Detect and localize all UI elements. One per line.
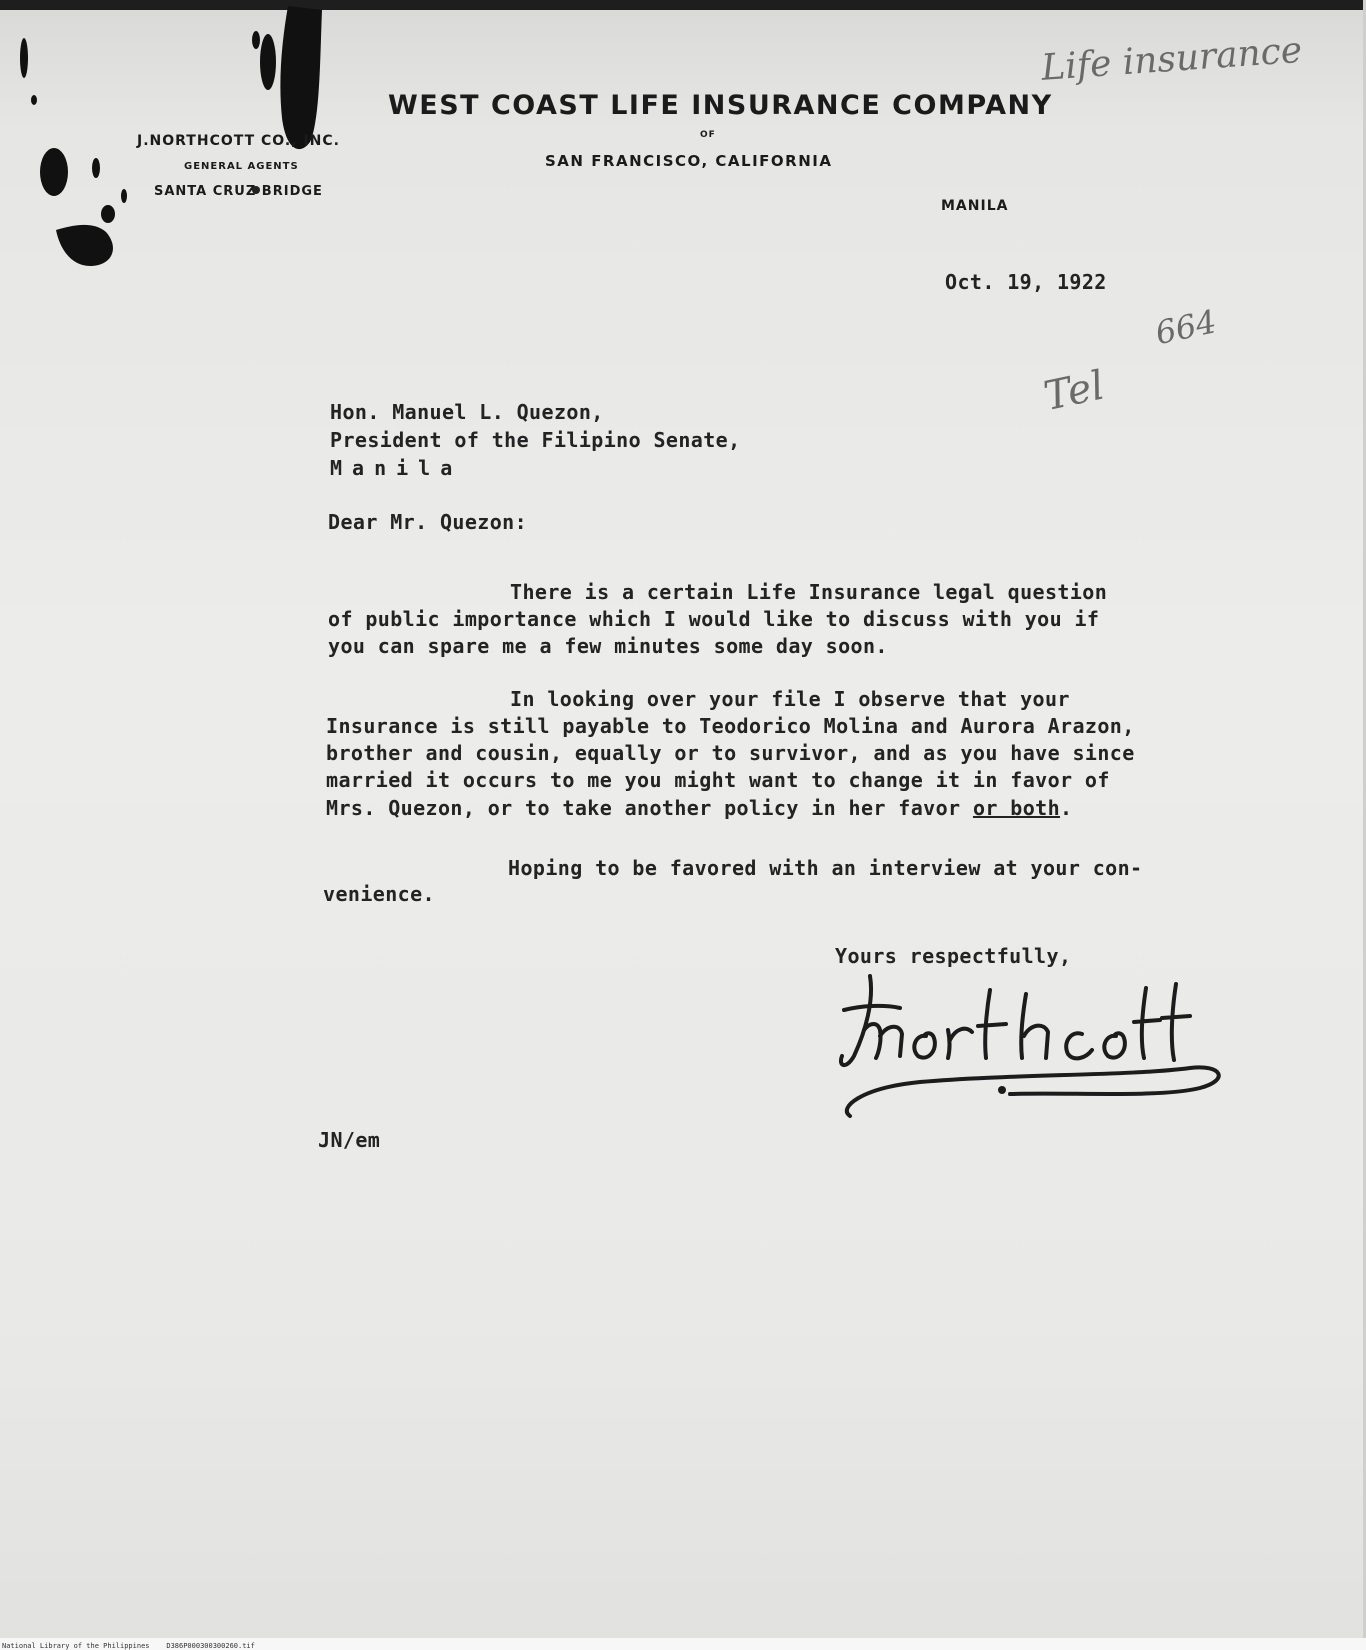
body-line: married it occurs to me you might want to change it in favor of	[326, 768, 1110, 792]
handwritten-note-number: 664	[1152, 302, 1220, 353]
typist-initials: JN/em	[318, 1128, 381, 1152]
agent-name: J.NORTHCOTT CO., INC.	[137, 133, 340, 149]
branch-location: MANILA	[941, 198, 1009, 214]
body-line: of public importance which I would like to discuss with you if	[328, 607, 1100, 631]
address-line: President of the Filipino Senate,	[330, 428, 741, 452]
agent-role: GENERAL AGENTS	[184, 161, 299, 172]
body-line: In looking over your file I observe that your	[510, 687, 1070, 711]
body-line: you can spare me a few minutes some day soon.	[328, 634, 888, 658]
letter-date: Oct. 19, 1922	[945, 270, 1107, 294]
handwritten-signature	[830, 970, 1250, 1120]
body-line: brother and cousin, equally or to survivor, and as you have since	[326, 741, 1135, 765]
underlined-phrase: or both	[972, 796, 1061, 820]
body-line: There is a certain Life Insurance legal question	[510, 580, 1108, 604]
body-line: Insurance is still payable to Teodorico Molina and Aurora Arazon,	[326, 714, 1135, 738]
address-line: Manila	[330, 456, 463, 480]
body-line: venience.	[323, 882, 435, 906]
salutation: Dear Mr. Quezon:	[328, 510, 528, 534]
body-line: Hoping to be favored with an interview at your con-	[508, 856, 1143, 880]
closing: Yours respectfully,	[835, 944, 1072, 968]
company-city: SAN FRANCISCO, CALIFORNIA	[545, 152, 833, 170]
handwritten-note-tel: Tel	[1040, 362, 1109, 420]
body-line	[326, 796, 1072, 820]
body-line-end: .	[1060, 796, 1073, 820]
agent-address: SANTA CRUZ BRIDGE	[154, 184, 323, 199]
body-line-text: Mrs. Quezon, or to take another policy in her favor	[326, 796, 973, 820]
handwritten-note-subject: Life insurance	[1040, 29, 1304, 89]
company-name: WEST COAST LIFE INSURANCE COMPANY	[388, 90, 1053, 121]
company-of: OF	[700, 130, 716, 140]
archive-caption: National Library of the Philippines D386P000300300260.tif	[2, 1642, 255, 1650]
address-line: Hon. Manuel L. Quezon,	[330, 400, 604, 424]
